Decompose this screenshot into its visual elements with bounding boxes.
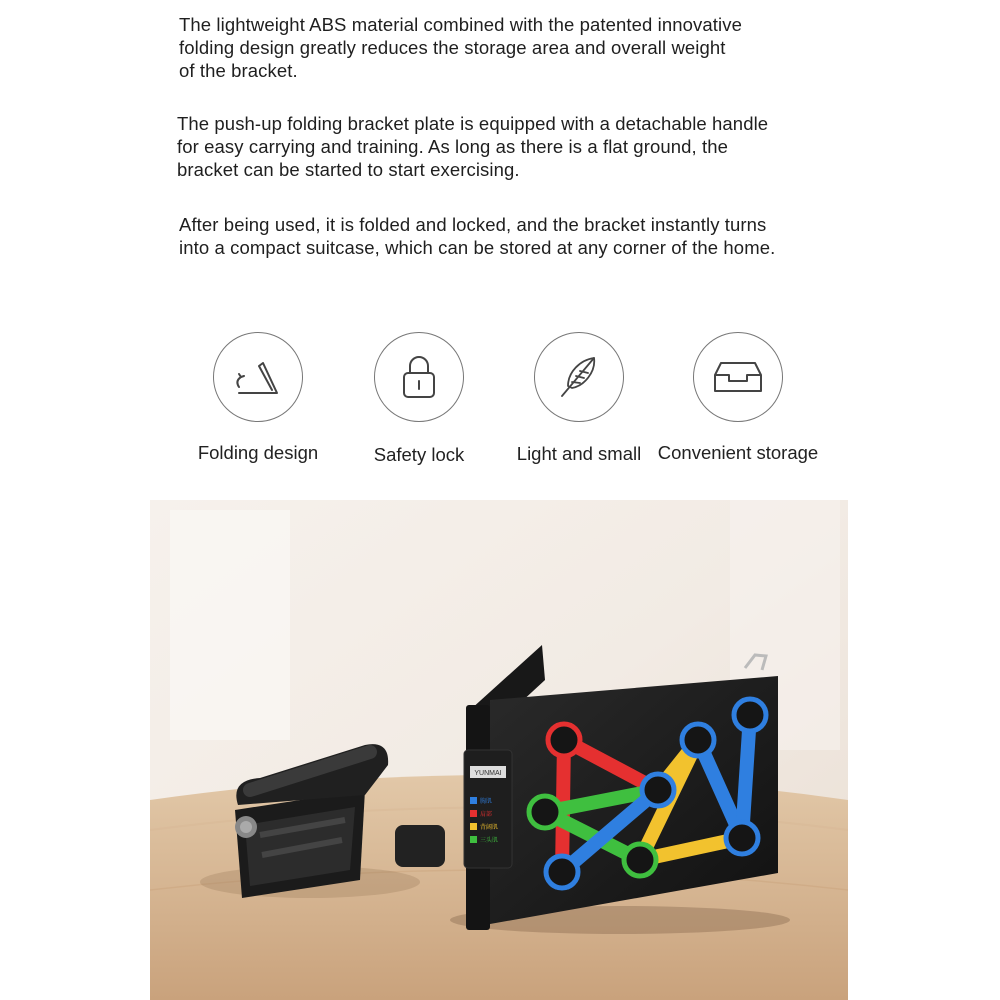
brand-label: YUNMAI: [474, 770, 502, 777]
feature-label: Convenient storage: [657, 442, 819, 463]
feather-icon: [554, 352, 604, 402]
lock-icon: [399, 353, 439, 401]
feature-safety-lock: [329, 332, 509, 465]
feature-icon-circle: [693, 332, 783, 422]
description-paragraph-handle: The push-up folding bracket plate is equipped with a detachable handle for easy carrying and training. As long as there is a flat ground, the bracket can be started to start exercising.: [177, 113, 769, 180]
feature-convenient-storage: [648, 332, 828, 463]
svg-text:背阔肌: 背阔肌: [480, 824, 499, 831]
feature-light-small: [489, 332, 669, 464]
description-paragraph-storage: After being used, it is folded and locked, and the bracket instantly turns into a compact suitcase, which can be stored at any corner of the home.: [179, 214, 776, 258]
product-photo: [150, 500, 848, 1000]
svg-text:三头肌: 三头肌: [480, 837, 499, 844]
description-paragraph-material: The lightweight ABS material combined with the patented innovative folding design greatly reduces the storage area and overall weight of the bracket.: [179, 14, 742, 81]
feature-label: Light and small: [516, 443, 642, 464]
feature-label: Folding design: [197, 442, 319, 463]
svg-text:胸肌: 胸肌: [480, 798, 493, 805]
svg-text:肩部: 肩部: [480, 811, 493, 818]
feature-icon-circle: [374, 332, 464, 422]
feature-icon-circle: [213, 332, 303, 422]
storage-tray-icon: [711, 357, 765, 397]
folding-stand-icon: [231, 355, 285, 399]
window-light: [170, 510, 290, 740]
feature-icon-circle: [534, 332, 624, 422]
feature-folding-design: [168, 332, 348, 463]
feature-label: Safety lock: [373, 444, 465, 465]
